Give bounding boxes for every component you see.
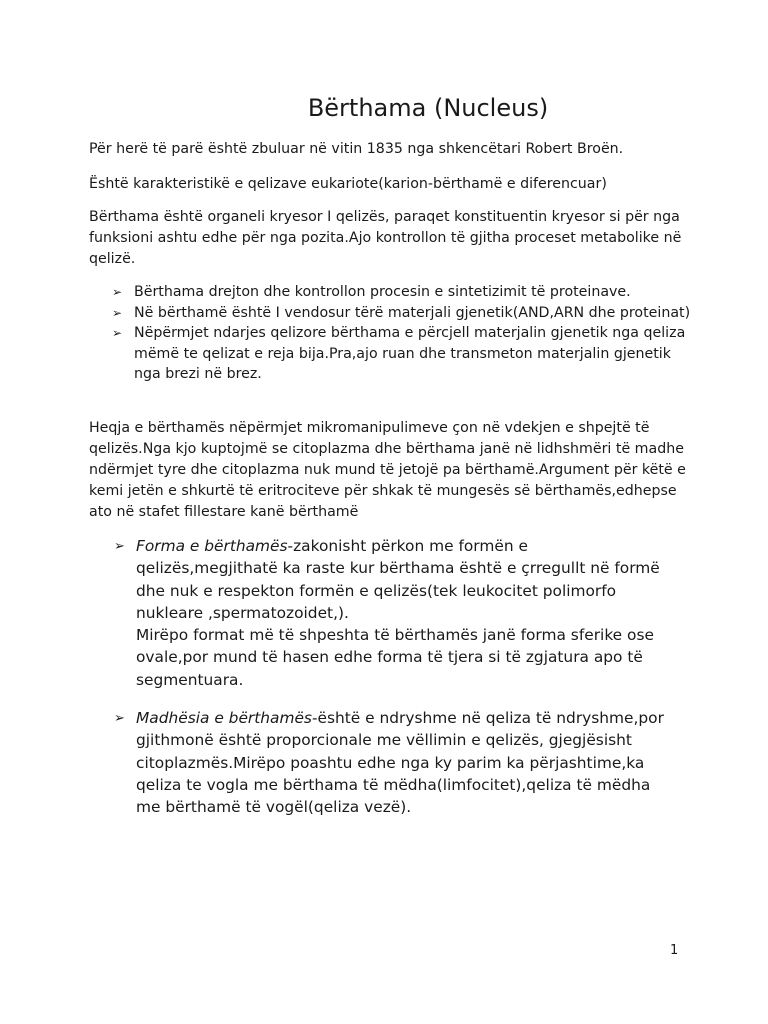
page-number: 1 (670, 943, 679, 958)
list-item (114, 707, 674, 818)
form-section (114, 535, 674, 691)
list-item (112, 282, 692, 303)
intro-paragraph: Për herë të parë është zbuluar në vitin 1835 nga shkencëtari Robert Broën. (89, 141, 624, 157)
section-text: -zakonisht përkon me formën e qelizës,megjithatë ka raste kur bërthama është e çrregullt në formë dhe nuk e respekton formën e qelizës(tek leukocitet polimorfo nukleare ,spermatozoidet,). (136, 537, 660, 622)
list-item (112, 303, 692, 324)
function-bullet-list (112, 282, 692, 385)
list-item (114, 535, 674, 691)
list-item-text: Nëpërmjet ndarjes qelizore bërthama e përcjell materjalin gjenetik nga qeliza mëmë te qelizat e reja bija.Pra,ajo ruan dhe transmeton materjalin gjenetik nga brezi në brez. (134, 325, 686, 382)
arrowhead-bullet-icon: ➢ (114, 711, 125, 726)
section-text: -është e ndryshme në qeliza të ndryshme,por gjithmonë është proporcionale me vëllimin e qelizës, gjegjësisht citoplazmës.Mirëpo poashtu edhe nga ky parim ka përjashtime,ka qeliza te vogla me bërthama të mëdha(limfocitet),qeliza të mëdha me bërthamë të vogël(qeliza vezë). (136, 709, 664, 817)
arrowhead-bullet-icon: ➢ (112, 305, 123, 320)
size-section (114, 707, 674, 818)
arrowhead-bullet-icon: ➢ (112, 285, 123, 299)
section-text-continued: Mirëpo format më të shpeshta të bërthamës janë forma sferike ose ovale,por mund të hasen edhe forma të tjera si të zgjatura apo të segmentuara. (136, 626, 654, 689)
section-term: Madhësia e bërthamës (136, 709, 312, 727)
list-item-text: Bërthama drejton dhe kontrollon procesin e sintetizimit të proteinave. (134, 284, 631, 300)
section-term: Forma e bërthamës (136, 537, 288, 555)
list-item-text: Në bërthamë është I vendosur tërë materjali gjenetik(AND,ARN dhe proteinat) (134, 304, 691, 321)
characteristic-paragraph: Është karakteristikë e qelizave eukariote(karion-bërthamë e diferencuar) (89, 176, 607, 192)
list-item (112, 323, 692, 385)
arrowhead-bullet-icon: ➢ (112, 326, 123, 340)
page-title: Bërthama (Nucleus) (307, 94, 549, 122)
definition-paragraph: Bërthama është organeli kryesor I qelizës, paraqet konstituentin kryesor si për nga funksioni ashtu edhe për nga pozita.Ajo kontrollon të gjitha proceset metabolike në qelizë. (89, 209, 682, 267)
arrowhead-bullet-icon: ➢ (114, 539, 125, 554)
removal-paragraph: Heqja e bërthamës nëpërmjet mikromanipulimeve çon në vdekjen e shpejtë të qelizës.Nga kjo kuptojmë se citoplazma dhe bërthama janë në lidhshmëri të madhe ndërmjet tyre dhe citoplazma nuk mund të jetojë pa bërthamë.Argument për këtë e kemi jetën e shkurtë të eritrociteve për shkak të mungesës së bërthamës,edhepse ato në stafet fillestare kanë bërthamë (89, 420, 686, 520)
